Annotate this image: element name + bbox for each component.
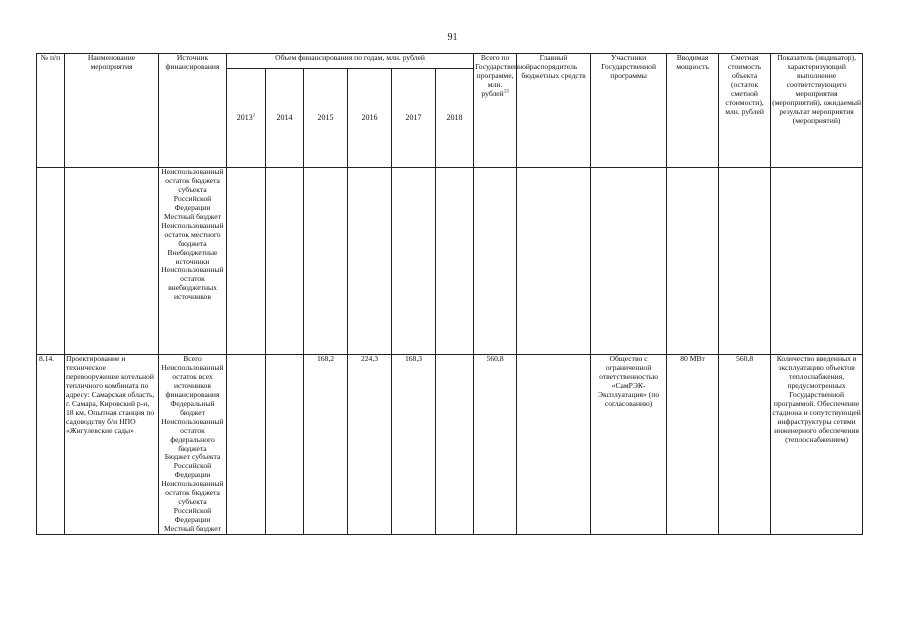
header-capacity: Вводимая мощность: [667, 54, 719, 168]
table-row-8-14: [37, 355, 863, 535]
funding-table: [36, 53, 863, 535]
header-indicator: Показатель (индикатор), характеризующий выполнение соответствующего мероприятия (мероприятий), ожидаемый результат мероприятия (мероприятий): [771, 54, 863, 168]
header-funding: Объем финансирования по годам, млн. рублей: [227, 54, 474, 69]
value-participants: Общество с ограниченной ответственностью «СамРЭК-Эксплуатация» (по согласованию): [591, 355, 667, 535]
header-year-2014: 2014: [266, 69, 304, 168]
page-number: 91: [447, 32, 458, 43]
continuation-sources: Неиспользованный остаток бюджета субъекта Российской Федерации Местный бюджет Неиспользованный остаток местного бюджета Внебюджетные источники Неиспользованный остаток внебюджетных источников: [159, 168, 227, 355]
value-total: 560,8: [474, 355, 517, 535]
row-number: 8.14.: [37, 355, 65, 535]
table-row-continuation: [37, 168, 863, 355]
row-sources: Всего Неиспользованный остаток всех источников финансирования Федеральный бюджет Неиспользованный остаток федерального бюджета Бюджет субъекта Российской Федерации Неиспользованный остаток бюджета субъекта Российской Федерации Местный бюджет: [159, 355, 227, 535]
header-participants: Участники Государственной программы: [591, 54, 667, 168]
value-indicator: Количество введенных в эксплуатацию объектов теплоснабжения, предусмотренных Государственной программой. Обеспечение стадиона и сопутствующей инфраструктуры сетями инженерного обеспечения (теплоснабжением): [771, 355, 863, 535]
value-cost: 560,8: [719, 355, 771, 535]
value-2013: [227, 355, 266, 535]
header-total: Всего по Государственной программе, млн. рублей$^{13}$: [474, 54, 517, 168]
header-cost: Сметная стоимость объекта (остаток сметной стоимости), млн. рублей: [719, 54, 771, 168]
header-year-2013: 2013$^1$: [227, 69, 266, 168]
header-year-2016: 2016: [348, 69, 392, 168]
value-manager: [517, 355, 591, 535]
header-num: № п/п: [37, 54, 65, 168]
header-year-2018: 2018: [436, 69, 474, 168]
value-capacity: 80 МВт: [667, 355, 719, 535]
header-name: Наименование мероприятия: [65, 54, 159, 168]
value-2017: 168,3: [392, 355, 436, 535]
row-name: Проектирование и техническое перевооружение котельной тепличного комбината по адресу: Самарская область, г. Самара, Кировский р-н, 18 км, Опытная станция по садоводству б/н НПО «Жигулевские сады»: [65, 355, 159, 535]
header-source: Источник финансирования: [159, 54, 227, 168]
header-manager: Главный распорядитель бюджетных средств: [517, 54, 591, 168]
value-2016: 224,3: [348, 355, 392, 535]
value-2018: [436, 355, 474, 535]
value-2015: 168,2: [304, 355, 348, 535]
header-year-2017: 2017: [392, 69, 436, 168]
value-2014: [266, 355, 304, 535]
header-year-2015: 2015: [304, 69, 348, 168]
